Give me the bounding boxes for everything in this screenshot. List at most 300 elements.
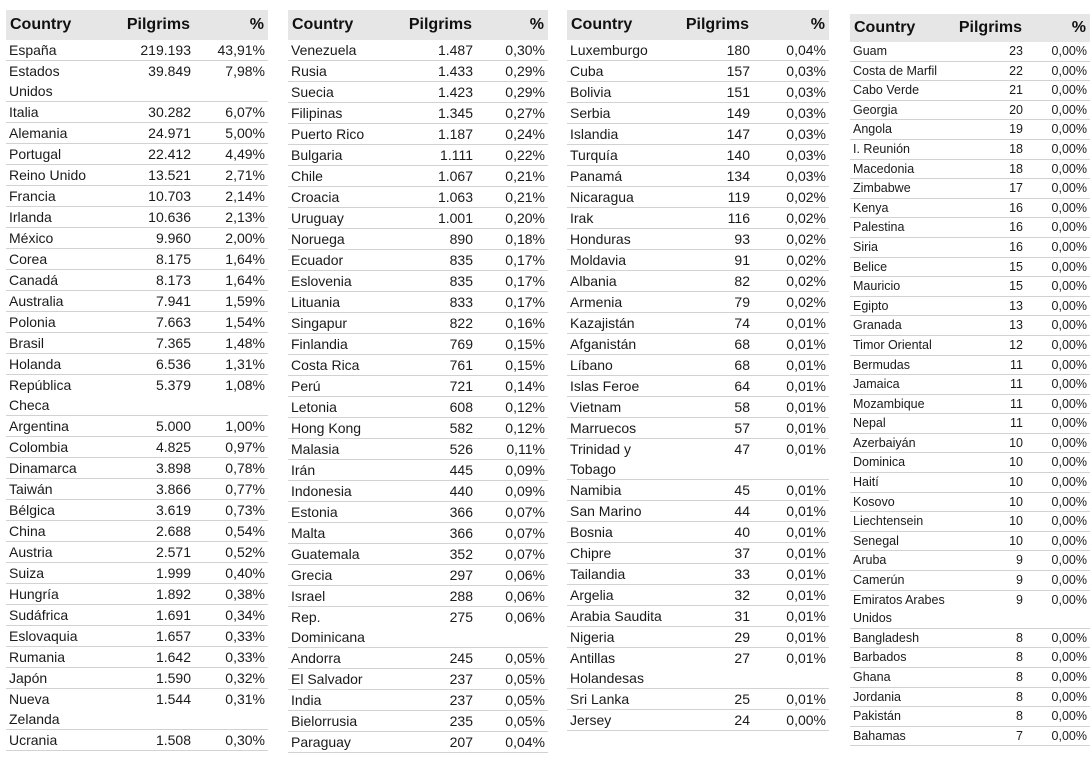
table-row <box>850 707 1090 727</box>
country-cell: Kazajistán <box>567 313 679 334</box>
percent-cell: 0,00% <box>1026 394 1090 414</box>
pilgrims-cell: 8 <box>950 628 1026 648</box>
country-cell: Polonia <box>6 312 106 333</box>
table-row <box>850 394 1090 414</box>
country-cell: Bulgaria <box>288 145 398 166</box>
table-row <box>567 648 829 689</box>
percent-cell: 0,17% <box>476 271 548 292</box>
pilgrims-cell: 6.536 <box>106 354 194 375</box>
pilgrims-header: Pilgrims <box>950 14 1026 42</box>
percent-cell: 0,32% <box>194 668 268 689</box>
table-row <box>567 61 829 82</box>
country-cell: Brasil <box>6 333 106 354</box>
country-cell: I. Reunión <box>850 139 950 159</box>
pilgrims-cell: 9.960 <box>106 228 194 249</box>
country-cell: Aruba <box>850 551 950 571</box>
pilgrims-cell: 21 <box>950 81 1026 101</box>
table-row <box>288 565 548 586</box>
pilgrims-cell: 8 <box>950 707 1026 727</box>
pilgrims-cell: 890 <box>398 229 476 250</box>
country-cell: Hong Kong <box>288 418 398 439</box>
table-row <box>6 605 268 626</box>
table-row <box>567 606 829 627</box>
pilgrims-cell: 24 <box>679 710 753 731</box>
country-cell: Nepal <box>850 414 950 434</box>
table-row <box>567 271 829 292</box>
country-cell: Finlandia <box>288 334 398 355</box>
table-row <box>6 40 268 61</box>
percent-cell: 0,01% <box>753 418 829 439</box>
country-cell: Sudáfrica <box>6 605 106 626</box>
percent-cell: 0,00% <box>1026 159 1090 179</box>
country-cell: Taiwán <box>6 479 106 500</box>
pilgrims-cell: 23 <box>950 42 1026 61</box>
percent-cell: 0,00% <box>1026 296 1090 316</box>
country-cell: Eslovaquia <box>6 626 106 647</box>
table-row <box>288 376 548 397</box>
country-cell: Vietnam <box>567 397 679 418</box>
table-row <box>6 647 268 668</box>
percent-cell: 0,00% <box>1026 492 1090 512</box>
percent-cell: 0,00% <box>1026 512 1090 532</box>
percent-cell: 0,02% <box>753 250 829 271</box>
table-row <box>850 492 1090 512</box>
percent-cell: 0,21% <box>476 166 548 187</box>
percent-cell: 0,00% <box>1026 237 1090 257</box>
percent-cell: 0,05% <box>476 648 548 669</box>
country-cell: Irak <box>567 208 679 229</box>
percent-cell: 0,03% <box>753 103 829 124</box>
percent-cell: 0,31% <box>194 689 268 730</box>
pilgrims-cell: 11 <box>950 414 1026 434</box>
table-row <box>567 543 829 564</box>
percent-cell: 0,03% <box>753 145 829 166</box>
table-row <box>567 418 829 439</box>
pilgrims-cell: 10 <box>950 531 1026 551</box>
percent-cell: 1,00% <box>194 416 268 437</box>
table-row <box>850 473 1090 493</box>
pilgrims-cell: 4.825 <box>106 437 194 458</box>
pilgrims-cell: 1.999 <box>106 563 194 584</box>
table-row <box>288 313 548 334</box>
country-cell: Bosnia <box>567 522 679 543</box>
table-row <box>288 334 548 355</box>
pilgrims-cell: 1.001 <box>398 208 476 229</box>
table-row <box>850 551 1090 571</box>
table-row <box>567 103 829 124</box>
pilgrims-cell: 237 <box>398 669 476 690</box>
country-cell: Mauricio <box>850 277 950 297</box>
pilgrims-cell: 13 <box>950 296 1026 316</box>
pilgrims-cell: 10 <box>950 512 1026 532</box>
pilgrims-cell: 58 <box>679 397 753 418</box>
percent-cell: 0,02% <box>753 208 829 229</box>
percent-cell: 0,03% <box>753 124 829 145</box>
pilgrims-cell: 31 <box>679 606 753 627</box>
percent-cell: 0,03% <box>753 82 829 103</box>
country-cell: Letonia <box>288 397 398 418</box>
pilgrims-cell: 835 <box>398 271 476 292</box>
pilgrims-table-1 <box>6 10 268 751</box>
table-row <box>567 313 829 334</box>
percent-cell: 0,01% <box>753 689 829 710</box>
country-cell: Macedonia <box>850 159 950 179</box>
percent-cell: 0,17% <box>476 250 548 271</box>
table-row <box>6 479 268 500</box>
country-cell: Argentina <box>6 416 106 437</box>
country-header: Country <box>288 10 398 40</box>
percent-cell: 1,64% <box>194 249 268 270</box>
country-cell: Rep. Dominicana <box>288 607 398 648</box>
table-row <box>567 439 829 480</box>
percent-cell: 0,01% <box>753 501 829 522</box>
table-row <box>6 375 268 416</box>
country-cell: Venezuela <box>288 40 398 61</box>
pilgrims-cell: 245 <box>398 648 476 669</box>
table-row <box>6 689 268 730</box>
percent-cell: 0,00% <box>1026 100 1090 120</box>
table-row <box>850 296 1090 316</box>
percent-cell: 0,00% <box>1026 218 1090 238</box>
percent-cell: 0,02% <box>753 229 829 250</box>
pilgrims-cell: 1.544 <box>106 689 194 730</box>
pilgrims-cell: 297 <box>398 565 476 586</box>
pilgrims-cell: 68 <box>679 334 753 355</box>
country-cell: Kosovo <box>850 492 950 512</box>
table-row <box>6 207 268 228</box>
table-row <box>6 437 268 458</box>
country-cell: Francia <box>6 186 106 207</box>
percent-cell: 0,00% <box>1026 668 1090 688</box>
table-row <box>567 187 829 208</box>
pilgrims-cell: 8 <box>950 648 1026 668</box>
percent-cell: 1,59% <box>194 291 268 312</box>
country-cell: Guatemala <box>288 544 398 565</box>
country-cell: El Salvador <box>288 669 398 690</box>
pilgrims-cell: 15 <box>950 257 1026 277</box>
table-row <box>6 730 268 751</box>
pilgrims-cell: 3.866 <box>106 479 194 500</box>
country-cell: Estonia <box>288 502 398 523</box>
table-row <box>288 124 548 145</box>
country-cell: Timor Oriental <box>850 335 950 355</box>
country-cell: Azerbaiyán <box>850 433 950 453</box>
country-cell: Reino Unido <box>6 165 106 186</box>
country-cell: Marruecos <box>567 418 679 439</box>
country-cell: Dinamarca <box>6 458 106 479</box>
country-cell: China <box>6 521 106 542</box>
pilgrims-cell: 19 <box>950 120 1026 140</box>
table-row <box>850 61 1090 81</box>
country-cell: Filipinas <box>288 103 398 124</box>
table-row <box>567 501 829 522</box>
country-cell: Pakistán <box>850 707 950 727</box>
country-cell: Panamá <box>567 166 679 187</box>
country-cell: Malta <box>288 523 398 544</box>
country-cell: Bélgica <box>6 500 106 521</box>
country-cell: Italia <box>6 102 106 123</box>
country-cell: Moldavia <box>567 250 679 271</box>
country-cell: Ucrania <box>6 730 106 751</box>
percent-cell: 0,27% <box>476 103 548 124</box>
country-cell: Granada <box>850 316 950 336</box>
country-cell: Estados Unidos <box>6 61 106 102</box>
percent-cell: 0,09% <box>476 460 548 481</box>
percent-cell: 0,06% <box>476 565 548 586</box>
pilgrims-cell: 30.282 <box>106 102 194 123</box>
table-row <box>6 228 268 249</box>
country-cell: Guam <box>850 42 950 61</box>
percent-cell: 0,11% <box>476 439 548 460</box>
percent-cell: 0,15% <box>476 334 548 355</box>
pilgrims-cell: 10 <box>950 473 1026 493</box>
country-cell: Rumania <box>6 647 106 668</box>
country-cell: Croacia <box>288 187 398 208</box>
pilgrims-cell: 822 <box>398 313 476 334</box>
pilgrims-cell: 1.657 <box>106 626 194 647</box>
percent-cell: 0,52% <box>194 542 268 563</box>
country-cell: Dominica <box>850 453 950 473</box>
pilgrims-cell: 608 <box>398 397 476 418</box>
country-cell: Suiza <box>6 563 106 584</box>
table-row <box>567 166 829 187</box>
percent-cell: 0,02% <box>753 292 829 313</box>
pilgrims-cell: 833 <box>398 292 476 313</box>
table-row <box>288 40 548 61</box>
pilgrims-cell: 582 <box>398 418 476 439</box>
pilgrims-cell: 74 <box>679 313 753 334</box>
country-cell: Irlanda <box>6 207 106 228</box>
table-row <box>6 542 268 563</box>
pilgrims-cell: 22 <box>950 61 1026 81</box>
percent-cell: 0,06% <box>476 586 548 607</box>
pilgrims-cell: 5.379 <box>106 375 194 416</box>
percent-cell: 0,00% <box>1026 531 1090 551</box>
pilgrims-cell: 157 <box>679 61 753 82</box>
percent-cell: 0,07% <box>476 544 548 565</box>
pilgrims-cell: 1.487 <box>398 40 476 61</box>
pilgrims-cell: 1.590 <box>106 668 194 689</box>
country-cell: México <box>6 228 106 249</box>
country-cell: Lituania <box>288 292 398 313</box>
percent-cell: 0,02% <box>753 271 829 292</box>
percent-cell: 0,01% <box>753 522 829 543</box>
percent-cell: 0,01% <box>753 627 829 648</box>
percent-cell: 0,33% <box>194 647 268 668</box>
table-row <box>567 480 829 501</box>
percent-cell: 0,00% <box>1026 277 1090 297</box>
percent-cell: 0,00% <box>1026 726 1090 746</box>
table-row <box>567 585 829 606</box>
percent-cell: 0,14% <box>476 376 548 397</box>
country-cell: Barbados <box>850 648 950 668</box>
pilgrims-cell: 7.941 <box>106 291 194 312</box>
pilgrims-cell: 3.619 <box>106 500 194 521</box>
country-cell: Ghana <box>850 668 950 688</box>
pilgrims-cell: 37 <box>679 543 753 564</box>
table-row <box>288 439 548 460</box>
country-cell: Ecuador <box>288 250 398 271</box>
table-row <box>850 375 1090 395</box>
pilgrims-cell: 207 <box>398 732 476 753</box>
pilgrims-cell: 9 <box>950 590 1026 628</box>
pilgrims-cell: 11 <box>950 375 1026 395</box>
percent-cell: 2,14% <box>194 186 268 207</box>
percent-cell: 0,00% <box>1026 414 1090 434</box>
pilgrims-cell: 13 <box>950 316 1026 336</box>
percent-cell: 0,03% <box>753 166 829 187</box>
country-cell: Trinidad y Tobago <box>567 439 679 480</box>
percent-header: % <box>753 10 829 40</box>
table-row <box>850 335 1090 355</box>
percent-cell: 0,54% <box>194 521 268 542</box>
country-cell: Sri Lanka <box>567 689 679 710</box>
table-row <box>6 563 268 584</box>
table-row <box>6 61 268 102</box>
pilgrims-cell: 13.521 <box>106 165 194 186</box>
country-cell: Australia <box>6 291 106 312</box>
percent-cell: 43,91% <box>194 40 268 61</box>
country-cell: Austria <box>6 542 106 563</box>
table-row <box>6 291 268 312</box>
percent-cell: 0,12% <box>476 397 548 418</box>
country-cell: Palestina <box>850 218 950 238</box>
country-cell: Nueva Zelanda <box>6 689 106 730</box>
table-row <box>850 257 1090 277</box>
table-row <box>288 711 548 732</box>
pilgrims-cell: 27 <box>679 648 753 689</box>
country-cell: Irán <box>288 460 398 481</box>
country-cell: Japón <box>6 668 106 689</box>
pilgrims-cell: 10.636 <box>106 207 194 228</box>
table-row <box>850 590 1090 628</box>
pilgrims-cell: 33 <box>679 564 753 585</box>
country-cell: Líbano <box>567 355 679 376</box>
table-row <box>288 544 548 565</box>
percent-cell: 0,07% <box>476 502 548 523</box>
country-cell: Corea <box>6 249 106 270</box>
country-cell: Portugal <box>6 144 106 165</box>
percent-cell: 0,18% <box>476 229 548 250</box>
table-row <box>288 523 548 544</box>
table-row <box>567 355 829 376</box>
pilgrims-cell: 22.412 <box>106 144 194 165</box>
country-cell: Turquía <box>567 145 679 166</box>
table-row <box>6 186 268 207</box>
percent-cell: 0,33% <box>194 626 268 647</box>
percent-cell: 0,06% <box>476 607 548 648</box>
percent-cell: 0,29% <box>476 61 548 82</box>
country-cell: Haití <box>850 473 950 493</box>
table-row <box>850 198 1090 218</box>
table-row <box>850 237 1090 257</box>
percent-cell: 0,00% <box>1026 628 1090 648</box>
percent-cell: 0,01% <box>753 376 829 397</box>
pilgrims-cell: 3.898 <box>106 458 194 479</box>
table-row <box>850 316 1090 336</box>
percent-cell: 0,40% <box>194 563 268 584</box>
country-cell: Andorra <box>288 648 398 669</box>
pilgrims-table-4 <box>850 14 1090 746</box>
pilgrims-table-2 <box>288 10 548 753</box>
table-row <box>6 521 268 542</box>
country-cell: Bangladesh <box>850 628 950 648</box>
country-cell: Alemania <box>6 123 106 144</box>
percent-cell: 0,04% <box>753 40 829 61</box>
pilgrims-cell: 32 <box>679 585 753 606</box>
country-cell: Cuba <box>567 61 679 82</box>
table-row <box>6 416 268 437</box>
percent-cell: 0,00% <box>1026 257 1090 277</box>
percent-cell: 0,01% <box>753 543 829 564</box>
percent-cell: 0,15% <box>476 355 548 376</box>
percent-cell: 0,00% <box>1026 139 1090 159</box>
table-row <box>567 229 829 250</box>
pilgrims-cell: 45 <box>679 480 753 501</box>
table-row <box>850 120 1090 140</box>
table-row <box>850 179 1090 199</box>
country-cell: Nicaragua <box>567 187 679 208</box>
percent-cell: 0,00% <box>1026 198 1090 218</box>
table-row <box>6 270 268 291</box>
percent-cell: 0,01% <box>753 480 829 501</box>
pilgrims-cell: 769 <box>398 334 476 355</box>
table-row <box>288 690 548 711</box>
pilgrims-cell: 7 <box>950 726 1026 746</box>
table-row <box>567 627 829 648</box>
pilgrims-cell: 57 <box>679 418 753 439</box>
country-header: Country <box>567 10 679 40</box>
percent-cell: 0,24% <box>476 124 548 145</box>
pilgrims-cell: 44 <box>679 501 753 522</box>
country-cell: Grecia <box>288 565 398 586</box>
pilgrims-cell: 16 <box>950 237 1026 257</box>
country-cell: Perú <box>288 376 398 397</box>
table-row <box>6 333 268 354</box>
country-cell: Armenia <box>567 292 679 313</box>
table-row <box>288 732 548 753</box>
pilgrims-cell: 721 <box>398 376 476 397</box>
table-row <box>850 218 1090 238</box>
table-row <box>288 271 548 292</box>
percent-cell: 0,09% <box>476 481 548 502</box>
table-row <box>567 564 829 585</box>
percent-cell: 0,00% <box>1026 571 1090 591</box>
table-row <box>6 123 268 144</box>
country-cell: Singapur <box>288 313 398 334</box>
pilgrims-cell: 91 <box>679 250 753 271</box>
percent-cell: 0,05% <box>476 690 548 711</box>
pilgrims-cell: 82 <box>679 271 753 292</box>
pilgrims-cell: 116 <box>679 208 753 229</box>
table-row <box>567 376 829 397</box>
country-cell: Albania <box>567 271 679 292</box>
table-row <box>6 354 268 375</box>
pilgrims-cell: 1.187 <box>398 124 476 145</box>
table-row <box>850 571 1090 591</box>
country-cell: Islandia <box>567 124 679 145</box>
pilgrims-cell: 1.345 <box>398 103 476 124</box>
percent-cell: 0,00% <box>1026 335 1090 355</box>
pilgrims-cell: 18 <box>950 139 1026 159</box>
pilgrims-cell: 151 <box>679 82 753 103</box>
percent-cell: 1,48% <box>194 333 268 354</box>
percent-cell: 7,98% <box>194 61 268 102</box>
table-row <box>567 40 829 61</box>
pilgrims-cell: 8 <box>950 668 1026 688</box>
country-cell: Afganistán <box>567 334 679 355</box>
table-row <box>850 42 1090 61</box>
